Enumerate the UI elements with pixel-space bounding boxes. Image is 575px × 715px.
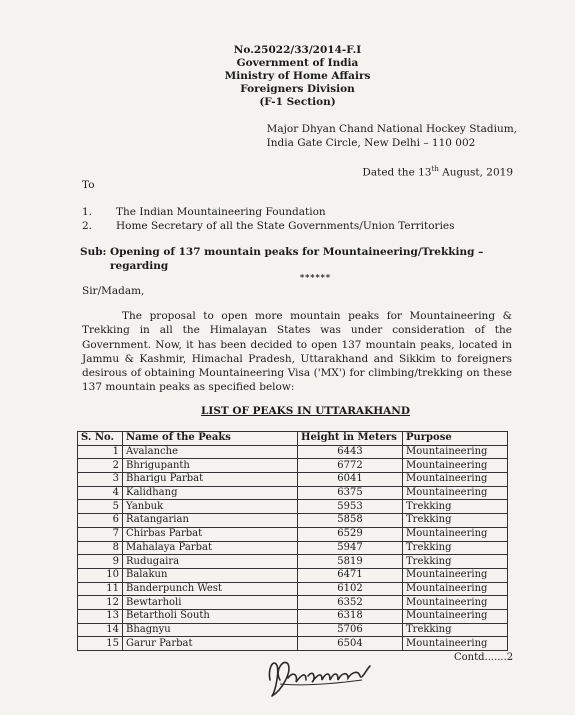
recipient-list (82, 205, 455, 233)
cell-purpose: Mountaineering (403, 582, 508, 596)
sender-address (267, 122, 517, 150)
cell-height: 5706 (298, 623, 403, 637)
cell-peak-name: Bewtarholi (123, 596, 298, 610)
cell-sno: 3 (78, 473, 123, 487)
cell-sno: 2 (78, 459, 123, 473)
cell-height: 6529 (298, 527, 403, 541)
cell-peak-name: Garur Parbat (123, 637, 298, 651)
cell-peak-name: Chirbas Parbat (123, 527, 298, 541)
cell-height: 5819 (298, 555, 403, 569)
cell-purpose: Mountaineering (403, 527, 508, 541)
cell-purpose: Mountaineering (403, 486, 508, 500)
cell-sno: 10 (78, 568, 123, 582)
cell-purpose: Mountaineering (403, 445, 508, 459)
table-row (78, 568, 508, 582)
cell-peak-name: Betartholi South (123, 609, 298, 623)
cell-peak-name: Bharigu Parbat (123, 473, 298, 487)
table-row (78, 527, 508, 541)
cell-purpose: Mountaineering (403, 609, 508, 623)
cell-sno: 14 (78, 623, 123, 637)
cell-sno: 8 (78, 541, 123, 555)
cell-sno: 15 (78, 637, 123, 651)
cell-peak-name: Mahalaya Parbat (123, 541, 298, 555)
recipient-item (82, 219, 455, 233)
cell-sno: 6 (78, 514, 123, 528)
table-row (78, 500, 508, 514)
cell-peak-name: Avalanche (123, 445, 298, 459)
cell-peak-name: Balakun (123, 568, 298, 582)
cell-purpose: Trekking (403, 541, 508, 555)
date-superscript: th (431, 165, 439, 173)
date-suffix: August, 2019 (438, 166, 513, 179)
address-line-2: India Gate Circle, New Delhi – 110 002 (266, 137, 476, 149)
cell-height: 6041 (298, 473, 403, 487)
cell-peak-name: Kalidhang (123, 486, 298, 500)
table-row (78, 623, 508, 637)
table-row (78, 637, 508, 651)
cell-peak-name: Bhrigupanth (123, 459, 298, 473)
cell-height: 5947 (298, 541, 403, 555)
salutation: Sir/Madam, (82, 285, 145, 297)
cell-sno: 4 (78, 486, 123, 500)
cell-sno: 12 (78, 596, 123, 610)
cell-purpose: Trekking (403, 555, 508, 569)
table-row (78, 445, 508, 459)
section-name: (F-1 Section) (259, 96, 336, 108)
table-header-row (78, 432, 508, 446)
subject-text: Opening of 137 mountain peaks for Mountaineering/Trekking – regarding (110, 246, 484, 272)
cell-peak-name: Banderpunch West (123, 582, 298, 596)
cell-height: 6443 (298, 445, 403, 459)
column-header-height: Height in Meters (298, 432, 403, 446)
peaks-table (77, 431, 508, 651)
cell-height: 6471 (298, 568, 403, 582)
body-text: The proposal to open more mountain peaks for Mountaineering & Trekking in all the Himalayan States was under consideration of the Government. Now, it has been decided to open 137 mountain peaks, located in Jammu & Kashmir, Himachal Pradesh, Uttarakhand and Sikkim to foreigners desirous of obtaining Mountaineering Visa ('MX') for climbing/trekking on these 137 mountain peaks as specified below: (82, 310, 512, 394)
cell-purpose: Trekking (403, 623, 508, 637)
table-row (78, 514, 508, 528)
recipient-number: 1. (82, 206, 93, 218)
table-row (78, 459, 508, 473)
cell-sno: 13 (78, 609, 123, 623)
address-line-1: Major Dhyan Chand National Hockey Stadium, (266, 123, 517, 135)
recipient-text: Home Secretary of all the State Governments/Union Territories (116, 220, 455, 232)
recipient-number: 2. (82, 220, 93, 232)
cell-height: 6318 (298, 609, 403, 623)
letter-date (362, 165, 513, 179)
cell-peak-name: Yanbuk (123, 500, 298, 514)
cell-purpose: Trekking (403, 514, 508, 528)
to-label: To (82, 179, 95, 191)
cell-purpose: Mountaineering (403, 568, 508, 582)
cell-sno: 7 (78, 527, 123, 541)
separator-stars: ****** (299, 272, 332, 282)
continued-note: Contd.......2 (454, 652, 514, 663)
cell-height: 6772 (298, 459, 403, 473)
division-name: Foreigners Division (240, 83, 355, 95)
cell-peak-name: Ratangarian (123, 514, 298, 528)
table-row (78, 555, 508, 569)
cell-sno: 1 (78, 445, 123, 459)
cell-purpose: Mountaineering (403, 596, 508, 610)
cell-peak-name: Rudugaira (123, 555, 298, 569)
column-header-sno: S. No. (78, 432, 123, 446)
table-row (78, 596, 508, 610)
subject-line (80, 245, 520, 273)
cell-sno: 11 (78, 582, 123, 596)
cell-height: 6352 (298, 596, 403, 610)
body-paragraph (82, 309, 512, 395)
cell-purpose: Trekking (403, 500, 508, 514)
recipient-item (82, 205, 455, 219)
ministry-name: Ministry of Home Affairs (224, 70, 371, 82)
recipient-text: The Indian Mountaineering Foundation (116, 206, 326, 218)
cell-height: 6375 (298, 486, 403, 500)
column-header-name: Name of the Peaks (123, 432, 298, 446)
cell-purpose: Mountaineering (403, 459, 508, 473)
table-row (78, 582, 508, 596)
table-row (78, 609, 508, 623)
list-title: LIST OF PEAKS IN UTTARAKHAND (201, 405, 410, 417)
government-name: Government of India (236, 57, 359, 69)
cell-sno: 9 (78, 555, 123, 569)
file-number: No.25022/33/2014-F.I (233, 44, 362, 56)
table-row (78, 486, 508, 500)
cell-height: 6102 (298, 582, 403, 596)
cell-purpose: Mountaineering (403, 637, 508, 651)
cell-sno: 5 (78, 500, 123, 514)
cell-peak-name: Bhagnyu (123, 623, 298, 637)
subject-label: Sub: (80, 246, 107, 258)
table-row (78, 473, 508, 487)
table-row (78, 541, 508, 555)
cell-height: 6504 (298, 637, 403, 651)
column-header-purpose: Purpose (403, 432, 508, 446)
cell-purpose: Mountaineering (403, 473, 508, 487)
cell-height: 5858 (298, 514, 403, 528)
signature (262, 650, 382, 702)
cell-height: 5953 (298, 500, 403, 514)
letter-header (0, 44, 575, 109)
date-prefix: Dated the 13 (362, 166, 432, 179)
